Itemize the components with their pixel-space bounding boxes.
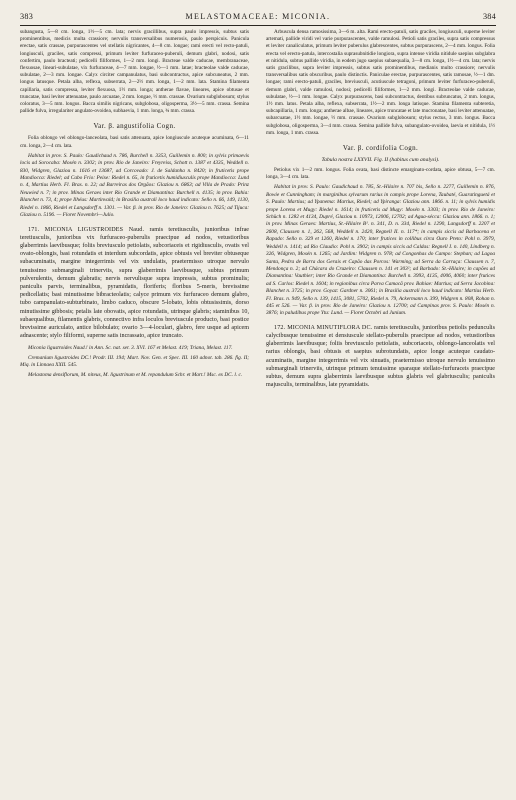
citation-1: Miconia ligustroides Naud.! in Ann. Sc. nat. ser. 3. XVI. 167 et Melast. 419; Triana, Melast. 117. bbox=[28, 345, 233, 352]
species-172-heading: 172. MICONIA MINUTIFLORA DC. bbox=[274, 324, 373, 331]
page-number-right: 384 bbox=[482, 11, 496, 21]
description-continued-right: Arbuscula densa ramosissima, 3—6 m. alta. Rami erecto-patuli, satis graciles, longiusculi, superne leviter artemati, pallide viridi vel varie purpurascentes, valde ramulosi. Petioli satis graciles, supra satis compressus et leviter canaliculatus, primum leviter puberulus glabrescentes, subtus purpurascens, 2—4 mm. longus. Folia erecta vel erecto-patula, intercostalia suprasubnitidie longiora, supra intense viridia nitidule saepius subglabra et nitidula, subtus pallide viridia, in eodem jugo saepius subaequalia, 3—8 cm. longa, 1½—4 cm. lata; nervis satis gracilibus, supra leviter impressis, subtus satis prominentibus, medianis multo crassiore; nervulis transversalibus satis obscuribus, paulo distinctis. Paniculae erectae, purpurascentes, satis ramosae, ½—1 dm. longae; rami erecto-patuli, graciles, breviusculi, acutiuscule tetragoni, primum leviter furfuraceo-puberuli, demum glabri, valde ramulosi, nodosi; pedicelli filiformes, 1—2 mm. longi. Bracteolae valde caducae, subulatae, ½—1 mm. longae. Calyx purpurascens, basi subcontractus, dentibus subruncatus, 2 mm. longus, 1½ mm. latus. Petala alba, reflexa, subserrata, 1½—2 mm. longa latisque. Stamina filamenta subteretia, subcapillaria, 1 mm. longa; antherae albae, lineares, apice truncatae et late mucronatae, basi leviter attenuatae, subarcuatae, 1½ mm. longae, ½ mm. crassae. Ovarium subglobosum; stylus rectus, 3 mm. longus. Bacca subglobosa, oligosperma, 3—4 mm. crassa. Semina pallide fulva, subangulato-ovoidea, laevia et nitidula, 1½ mm. longa, 1 mm. crassa. bbox=[266, 29, 495, 136]
right-column bbox=[266, 29, 495, 793]
header-rule bbox=[20, 25, 496, 26]
running-head bbox=[20, 8, 496, 24]
page-number-left: 383 bbox=[20, 11, 34, 21]
habitat-paragraph-right: Habitat in prov. S. Paulo: Gaudichaud n. 785, St.-Hilaire n. 707 bis, Sello n. 2277, Guillemin n. 876, Bowie et Cunningham; in marginibus sylvarum rarius in campis prope Lorena, Taubaté, Guaratinguetá et S. Paulo: Martius; ad Ypanema: Martius, Riedel; ad Ypiranga: Glaziou ann. 1866. n. 11; in sylvis humidis prope Lorena et Mugy: Riedel n. 1614; in fruticetis ad Mugy: Mosén n. 3303; in prov. Rio de Janeiro: Schüch n. 1282 et 4134, Dupré, Glaziou n. 10973, 12006, 12702; ad Agua-sécca: Glaziou ann. 1866. n. 1; in prov. Minas Geraes: Martius, St.-Hilaire B¹. n. 341, D. n. 334, Riedel n. 1290, Langsdorff n. 2207 et 2608, Claussen n. 1, 262, 568, Weddell n. 2420, Regnell II. n. 117*; in campis siccis ad Barbacena et Rapado: Sello n. 329 et 1260, Riedel n. 170; inter frutices in collibus circa Ouro Preto: Pohl n. 3979, Weddell n. 1414; ad Rio Claudio: Pohl n. 3902; in campis siccis ad Caldas: Regnell I. n. 140, Lindberg n. 326, Widgren, Mosén n. 1265; ad Jardim: Widgren n. 978; ad Congonhas do Campo: Stephan; ad Lagoa Santa, Pedra de Barra dos Gerais et Capão das Porcos: Warming; ad Serra da Carraça: Claussen n. 7, Mendonça n. 2; ad Chácara do Cruzeiro: Claussen n. 141 et 303²; ad Barbado: St.-Hilaire; in capões ad Diamantina: Vauthier; inter Rio Grande et Diamantina: Burchell n. 3993, 4135, 4006, 4060; inter frutices ad S. Carlos: Riedel n. 1604; in regionibus circa Parva Camacã prov. Bahiae: Martius; ad Serra Jacobina: Blanchet n. 3725; in prov. Goyaz: Gardner n. 3061; in Brasilia australi loco haud indicato: Martius Herb. Fl. Bras. n. 949, Sello n. 139, 1415, 3081, 5702, Riedel n. 79, Ackermann n. 399, Widgren n. 808, Rohan n. 445 et 526. — Var. β. in prov. Rio de Janeiro: Glaziou n. 12700; ad Campinas prov. S. Paulo: Mosén n. 3876; in paludibus prope Ytu: Lund. — Floret Octobri ad Junium. bbox=[266, 184, 495, 317]
citation-2: Cremanium ligustroides DC.! Prodr. III. 194; Mart. Nov. Gen. et Spec. III. 160 adnot. tab. 286. fig. II; Miq. in Linnaea XXII. 545. bbox=[20, 354, 249, 369]
variety-heading-right: Var. β. cordifolia Cogn. bbox=[342, 144, 419, 153]
species-172-block bbox=[266, 324, 495, 390]
species-171-block bbox=[20, 226, 249, 341]
species-171-diagnosis: ramis teretiusculis, junioribus infrae teretiusculis, junioribus vix furfuraceo-puberulis praecipue ad nodos, vetustioribus glaberrimis laevibusque; foliis breviusculo petiolatis, subcoriaceis et rigidiusculis, ovatis vel ovato-oblongis, basi rotundatis et interdum subcordatis, apice obtusis vel breviter obtuseque subacuminatis, margine integerrimis vel vix undulatis, praetermisso utroque nervulo tenuissimo submarginali trinerviis, supra glaberrimis laevibusque, subtus primum pulverulentis, demum glabratis; nervis nervulisque supra impressis, subtus prominulis; paniculis parvis, terminalibus, pyramidatis, floriferis; floribus 5-meris, brevissime pedicellatis; basi minutissime bibracteolatis; calyce primum vix furfuraceo demum glabro, tubo campanulato-subturbinato, limbo caduco, obscure 5-lobato, lobis obtusissimis, dorso minutissime gibbosis; petalis late obovatis, apice rotundatis, utrinque glabris; staminibus 10, subaequalibus, filamentis glabris, connectivo infra loculos breviuscule producto, basi postice brevissime auriculato, antice bilobulato; ovario 3—4-loculari, glabro, fere usque ad apicem adnascente; stylo filiformi, superne satis incrassato, apice truncato. bbox=[20, 226, 249, 340]
habitat-paragraph: Habitat in prov. S. Paulo: Gaudichaud n. 786, Burchell n. 3353, Guillemin n. 800; in sylvis primaevis locis ad Sorocaba: Mosén n. 3302; in prov. Rio de Janeiro: Freyreiss, Schott n. 1387 et 4335, Weddell n. 830, Widgren, Glaziou n. 1616 et 13687, ad Corcovado: J. de Saldanha n. 8420; in fruticetis prope Mandiocca: Riedel; ad Cabo Frio: Peixe: Riedel n. 65, in fruticetis humidiusculis prope Mandiocca: Lund n. 4, Martius Herb. Fl. Bras. n. 22; ad Barreiras dos Orgãos: Glaziou n. 6863; ad Villa de Prado: Prinz Neuwied n. 7; in prov. Minas Geraes inter Rio Grande et Diamantina: Burchell n. 4135; in prov. Bahia: Blanchet n. 73, 4; prope Ilhéus: Martinvald; in Brasilia australi loco haud indicato: Sello n. 66, 149, 1130, Riedel n. 1866, Riedel et Langsdorff n. 1301. — Var. β. in prov. Rio de Janeiro: Glaziou n. 7625; ad Tijuca: Glaziou n. 5196. — Floret Novembri—Julio. bbox=[20, 152, 249, 219]
running-title: MELASTOMACEAE: MICONIA. bbox=[185, 11, 331, 21]
description-continued: subangusta, 5—8 cm. longa, 1½—5 cm. lata; nervis gracillibus, supra paulo impressis, subtus satis prominentibus, medicis multa crassiore; nervulis transversalibus numerosis, paulo perspicuis. Panicula erectae, satis crassae, purpurascentes vel stellatis nigricantes, 4—8 cm. longae; rami erecti vel recto-patuli, longiusculi, graciles, satis compressi, primum leviter furfuraceo-puberuli, demum glabri, nodosi, satis confertim, paulo bracteati; pedicelli filiformes, 1—2 mm. longi. Bracteae valde caducae, membranaceae, flexuosae, lineari-subulatae, vix furfuraceae, 4—7 mm. longae, ½—1 mm. latae; bracteolae valde caducae, subulatae, 2—3 mm. longae. Calyx circiter campanulatus, basi subcontractus, apice subcuneatus, 2 mm. longus latusque. Petala alba, reflexa, subserrata, 2—2½ mm. longa, 1—2 mm. lata. Stamina filamenta capillaria, satis compressa, leviter flexuosa, 1½ mm. longa; antherae flavae, lineares, apice obtusae et truncatae, basi leviter attenuatae, paulo arcuatae, 2 mm. longae, ½ mm. crassae. Ovarium subglobosum; stylus coloratus, 3—5 mm. longus. Bacca similis nigricans, subglobosa, oligosperma, 3½—5 mm. crassa. Semina pallide fulva, irregulariter angulato-ovoidea, subhaevia, 1 mm. longa, ¾ mm. crassa. bbox=[20, 29, 249, 115]
species-171-citations bbox=[20, 345, 249, 379]
species-172-diagnosis: ramis teretiusculis, junioribus petiolis pedunculis calycibusque tenuissime et densiuscule stellato-puberulis praecipue ad nodos, vetustioribus glaberrimis laevibusque; foliis breviusculo petiolatis, subcoriaceis, oblongo-lanceolatis vel rarius oblongis, basi obtusis et saepius subrotundatis, apice longe acuteque caudato-acuminatis, margine integerrimis vel vix sinuatis, praetermisso utroque nervulo tenuissimo submarginali trinerviis, utrinque primum tenuissime sparaque stellato-furfuraceis praecipue subtus, demum supra glaberrimis laevibusque subtus glabris vel glabriusculis; paniculis majusculis, terminalibus, late pyramidatis. bbox=[266, 324, 495, 389]
variety-description-right: Petiolus vix 1—2 mm. longus. Folia ovata, basi distincte emarginato-cordata, apice obtusa, 5—7 cm. longa, 3—4 cm. lata. bbox=[266, 167, 495, 181]
left-column bbox=[20, 29, 249, 793]
plate-caption: Tabula nostra LXXVII. Fig. II (habitus cum analysi). bbox=[321, 157, 440, 164]
variety-heading: Var. β. angustifolia Cogn. bbox=[93, 122, 176, 131]
species-171-heading: 171. MICONIA LIGUSTROIDES Naud. bbox=[28, 226, 145, 233]
citation-3: Melastoma densiflorum, M. niteus, M. ligustrinum et M. repandulum Schr. et Mart.! Msc. ex DC. l. c. bbox=[28, 371, 243, 378]
variety-description: Folia oblongo vel oblongo-lanceolata, basi satis attenuata, apice longiuscule acuteque acuminata, 6—11 cm. longa, 2—4 cm. lata. bbox=[20, 135, 249, 149]
